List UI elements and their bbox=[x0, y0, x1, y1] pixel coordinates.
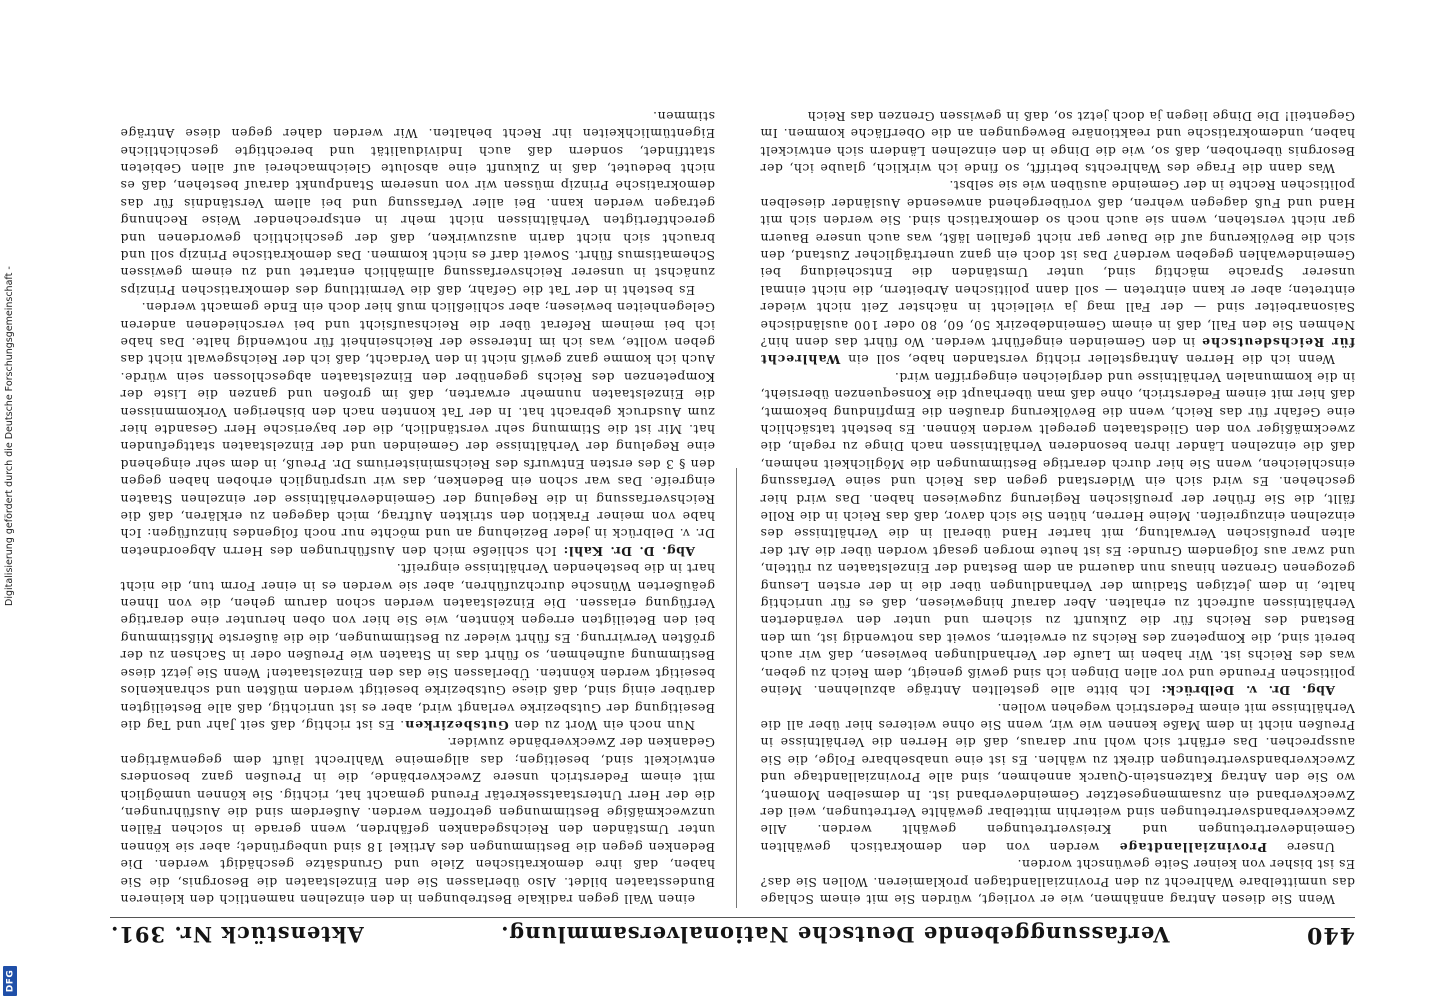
speaker-name: Abg. Dr. v. Delbrück: bbox=[1161, 683, 1335, 699]
page-number: 440 bbox=[1306, 922, 1355, 948]
paragraph: Wenn Sie diesen Antrag annähmen, wie er vorliegt, würden Sie mit einem Schlage das unmittelbare Wahlrecht zu den Provinziallandtagen proklamieren. Wollen Sie das? Es ist bisher von keiner Seite gewünscht worden. bbox=[760, 857, 1355, 907]
dfg-logo bbox=[3, 966, 17, 996]
paragraph: Wenn ich die Herren Antragsteller richtig verstanden habe, soll ein Wahlrecht für Reichsdeutsche in den Gemeinden eingeführt werden. Wo führt das denn hin? Nehmen Sie den Fall, daß in einem Gemeindebezirk 50, 60, 80 oder 100 ausländische Saisonarbeiter sind — der Fall mag ja vielleicht in nächster Zeit nicht wieder eintreten; aber er kann eintreten — soll dann politischen Arbeitern, die nicht einmal unserer Sprache mächtig sind, unter Umständen die Entscheidung bei Gemeindewahlen gegeben werden? Das ist doch ein ganz unerträglicher Zustand, den sich die Bevölkerung auf die Dauer gar nicht gefallen läßt, was auch unsere Bauern gar nicht verstehen, wenn sie auch noch so demokratisch sind. Sie werden sich mit Hand und Fuß dagegen wehren, daß vorübergehend anwesende Ausländer dieselben politischen Rechte in der Gemeinde ausüben wie sie selbst. bbox=[760, 178, 1355, 368]
paragraph: einen Wall gegen radikale Bestrebungen in den einzelnen namentlich den kleineren Bundesstaaten bildet. Also überlassen Sie den Einzelstaaten die Besorgnis, die Sie haben, daß ihre demokratischen Ziele und Grundsätze geschädigt werden. Die Bedenken gegen die Bestimmungen des Artikel 18 sind unbegründet; aber sie können unter Umständen den Reichsgedanken gefährden, wenn gerade in solchen Fällen unzweckmäßige Bestimmungen getroffen werden. Außerdem sind die Ausführungen, die der Herr Unterstaatssekretär Freund gemacht hat, richtig. Sie können unmöglich mit einem Federstrich unsere Zweckverbände, die in Preußen ganz besonders entwickelt sind, beseitigen; das allgemeine Wahlrecht läuft dem gegenwärtigen Gedanken der Zweckverbände zuwider. bbox=[120, 735, 715, 907]
paragraph: Abg. D. Dr. Kahl: Ich schließe mich den Ausführungen des Herrn Abgeordneten Dr. v. Delbrück in jeder Beziehung an und möchte nur noch folgendes hinzufügen: Ich habe von meiner Fraktion den strikten Auftrag, mich dagegen zu erklären, daß die Reichsverfassung in die Regelung der Gemeindeverhältnisse der einzelnen Staaten eingreife. Das war schon ein Bedenken, das wir ursprünglich erhoben haben gegen den § 3 des ersten Entwurfs des Reichsministeriums Dr. Preuß, in dem sehr eingehend eine Regelung der Verhältnisse der Gemeinden und der Einzelstaaten stattgefunden hat. Mir ist die Stimmung sehr verständlich, die der bayerische Herr Gesandte hier zum Ausdruck gebracht hat. In der Tat konnten nach den bisherigen Vorkommnissen die Einzelstaaten nunmehr erwarten, daß im großen und ganzen die Liste der Kompetenzen des Reichs gegenüber den Einzelstaaten abgeschlossen sein würde. Auch ich komme ganz gewiß nicht in den Verdacht, daß ich der Reichsgewalt nicht das geben wollte, was ich im Interesse der Reichseinheit für notwendig halte. Das habe ich bei meinem Referat über die Reichsaufsicht und bei verschiedenen anderen Gelegenheiten bewiesen; aber schließlich muß hier doch ein Ende gemacht werden. bbox=[120, 300, 715, 559]
right-column bbox=[120, 96, 715, 908]
paragraph: Abg. Dr. v. Delbrück: Ich bitte alle gestellten Anträge abzulehnen. Meine politischen Freunde und vor allen Dingen ich sind gewiß geneigt, dem Reich zu geben, was des Reichs ist. Wir haben im Laufe der Verhandlungen bewiesen, daß wir auch bereit sind, die Kompetenz des Reichs zu erweitern, soweit das notwendig ist, um den Bestand des Reichs für die Zukunft zu sichern und unter den veränderten Verhältnissen aufrecht zu erhalten. Aber darauf hingewiesen, daß es für unrichtig halte, in dem jetzigen Stadium der Verhandlungen über die in der ersten Lesung gezogenen Grenzen hinaus nun dauernd an dem Bestand der Einzelstaaten zu rütteln, und zwar aus folgendem Grunde: Es ist heute morgen gesagt worden über die Art der alten preußischen Verwaltung, mit harter Hand überall in die Verhältnisse des einzelnen einzugreifen. Meine Herren, hüten Sie sich davor, daß das Reich in die Rolle fällt, die Sie früher der preußischen Regierung zugewiesen haben. Das wird hier geschehen. Es wird sich ein Widerstand gegen das Reich und seine Verfassung einschleichen, wenn Sie hier durch derartige Bestimmungen die Möglichkeit nehmen, daß die einzelnen Länder ihren besonderen Verhältnissen nach Dinge zu regeln, die zweckmäßiger von den Gliedstaaten geregelt werden können. Es besteht tatsächlich eine Gefahr für das Reich, wenn die Bevölkerung draußen die Empfindung bekommt, daß hier mit einem Federstrich, ohne daß man überhaupt die Konsequenzen übersieht, in die kommunalen Verhältnisse und dergleichen eingegriffen wird. bbox=[760, 369, 1355, 699]
digitization-credit: Digitalisierung gefördert durch die Deutsche Forschungsgemeinschaft - bbox=[4, 266, 15, 606]
emphasized-term: Gutsbezirken bbox=[404, 717, 509, 733]
emphasized-term: Wahlrecht für Reichsdeutsche bbox=[760, 335, 1355, 368]
dfg-logo-text: DFG bbox=[5, 969, 16, 993]
scan-margin bbox=[0, 0, 22, 1000]
speaker-name: Abg. D. Dr. Kahl: bbox=[563, 543, 695, 559]
paragraph: Es besteht in der Tat die Gefahr, daß die Vermittlung des demokratischen Prinzips zunächst in unserer Reichsverfassung allmählich entartet und zu einem gewissen Schematismus führt. Soweit darf es nicht kommen. Das demokratische Prinzip soll und braucht sich nicht darin auszuwirken, daß der geschichtlich gewordenen und gerechtfertigten Verhältnissen nicht mehr in entsprechender Weise Rechnung getragen werden kann. Bei aller Verfassung und bei allem Verständnis für das demokratische Prinzip müssen wir von unserem Standpunkt darauf bestehen, daß es nicht bedeutet, daß in Zukunft eine absolute Gleichmacherei auf allen Gebieten stattfindet, sondern daß auch Individualität und berechtigte geschichtliche Eigentümlichkeiten ihr Recht behalten. Wir werden daher gegen diese Anträge stimmen. bbox=[120, 108, 715, 298]
page-header bbox=[110, 917, 1355, 952]
left-column bbox=[760, 96, 1355, 908]
running-title: Verfassunggebende Deutsche Nationalversammlung. bbox=[500, 922, 1170, 948]
document-reference: Aktenstück Nr. 391. bbox=[110, 922, 364, 948]
scanned-page bbox=[110, 92, 1355, 952]
paragraph: Was dann die Frage des Wahlrechts betrifft, so finde ich wirklich, glaube ich, der Besorgnis überhoben, daß so, wie die Dinge in den einzelnen Ländern sich entwickelt haben, undemokratische und reaktionäre Bewegungen an die Oberfläche kommen. Im Gegenteil! Die Dinge liegen ja doch jetzt so, daß in gewissen Grenzen das Reich bbox=[760, 108, 1355, 176]
paragraph: Nun noch ein Wort zu den Gutsbezirken. Es ist richtig, daß seit Jahr und Tag die Beseitigung der Gutsbezirke verlangt wird, aber es ist unrichtig, daß alle Besteiligten darüber einig sind, daß diese Gutsbezirke beseitigt werden müßten und schrankenlos beseitigt werden könnten. Überlassen Sie das den Einzelstaaten! Wenn Sie jetzt diese Bestimmung aufnehmen, so führt das in Staaten wie Preußen oder in Sachsen zu der größten Verwirrung. Es führt wieder zu Bestimmungen, die die äußerste Mißstimmung bei den Beteiligten erregen könnten, wie Sie hier von oben herunter eine derartige Verfügung erlassen. Die Einzelstaaten werden schon darum gehen, die von Ihnen geäußerten Wünsche durchzuführen, aber sie werden es in einer Form tun, die nicht hart in die bestehenden Verhältnisse eingreift. bbox=[120, 561, 715, 733]
column-divider bbox=[736, 468, 737, 908]
paragraph: Unsere Provinziallandtage werden von den demokratisch gewählten Gemeindevertretungen und Kreisvertretungen gewählt werden. Alle Zweckverbandsvertretungen sind weiterhin mittelbar gewählte Vertretungen, weil der Zweckverband ein zusammengesetzter Gemeindeverband ist. In demselben Moment, wo Sie den Antrag Katzenstein-Quarck annehmen, sind alle Provinziallandtage und Zweckverbandsvertretungen direkt zu wählen. Es ist eine unabsehbare Folge, die Sie aussprechen. Das erfährt sich wohl nur daraus, daß die Herren die Verhältnisse in Preußen nicht in dem Maße kennen wie wir, wenn Sie ohne weiteres hier über all die Verhältnisse mit einem Federstrich wegehen wollen. bbox=[760, 700, 1355, 855]
emphasized-term: Provinziallandtage bbox=[1118, 839, 1267, 855]
